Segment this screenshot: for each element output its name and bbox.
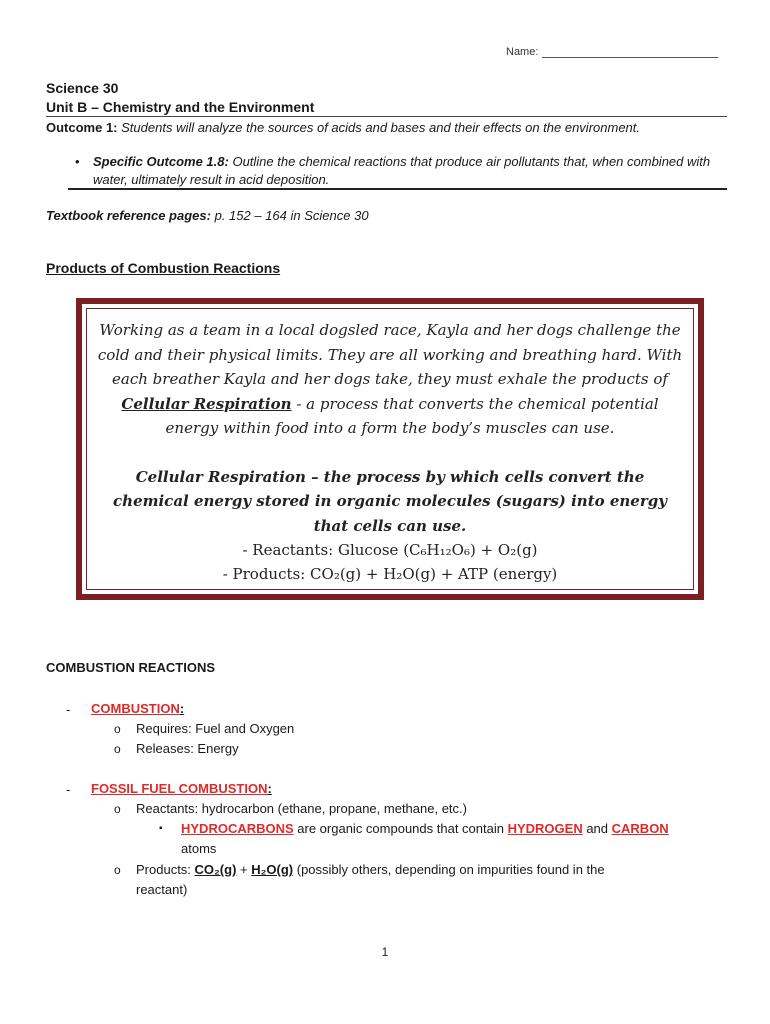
scenario-text: Working as a team in a local dogsled race, Kayla and her dogs challenge the cold and their physical limits. They are all working and breathing hard. With each breather Kayla and her dogs take, they must exhale the products of: [97, 321, 683, 388]
reactants-line: - Reactants: Glucose (C₆H₁₂O₆) + O₂(g): [242, 541, 538, 559]
products-rest-line2: reactant): [136, 882, 188, 897]
fossil-fuel-term: FOSSIL FUEL COMBUSTION: [91, 781, 268, 796]
h2o-term: H₂O(g): [251, 862, 294, 877]
hc-mid-text: are organic compounds that contain: [293, 821, 508, 836]
page-number: 1: [381, 945, 389, 959]
outcome-label: Outcome 1:: [46, 120, 118, 135]
products-rest: (possibly others, depending on impurities found in the: [293, 862, 605, 877]
circle-bullet: o: [114, 742, 121, 756]
info-box: [76, 298, 704, 600]
section-title: Products of Combustion Reactions: [46, 260, 281, 276]
scenario-text-after: - a process that converts the chemical potential energy within food into a form the body’s muscles can use.: [165, 394, 659, 437]
dash-marker: -: [66, 782, 71, 797]
cellular-respiration-term: Cellular Respiration: [121, 394, 292, 413]
products-label: Products:: [136, 862, 195, 877]
square-bullet-icon: ▪: [159, 823, 163, 834]
divider-top: [46, 116, 727, 117]
hydrocarbon-definition: [181, 819, 669, 839]
textbook-reference: [46, 208, 369, 223]
course-title: Science 30: [46, 80, 119, 96]
plus-sign: +: [236, 862, 252, 877]
hydrocarbons-term: HYDROCARBONS: [181, 821, 294, 836]
bullet-icon: •: [75, 154, 80, 169]
reactants-hydrocarbon-line: Reactants: hydrocarbon (ethane, propane, methane, etc.): [136, 801, 467, 816]
circle-bullet: o: [114, 722, 121, 736]
specific-outcome: [75, 153, 725, 189]
requires-line: Requires: Fuel and Oxygen: [136, 721, 295, 736]
combustion-term-line: [91, 699, 184, 719]
outcome-text: Students will analyze the sources of acids and bases and their effects on the environment.: [121, 120, 640, 135]
circle-bullet: o: [114, 802, 121, 816]
specific-label: Specific Outcome 1.8:: [93, 154, 229, 169]
textbook-label: Textbook reference pages:: [46, 208, 211, 223]
circle-bullet: o: [114, 863, 121, 877]
unit-title: Unit B – Chemistry and the Environment: [46, 99, 315, 115]
combustion-term: COMBUSTION: [91, 701, 180, 716]
textbook-text: p. 152 – 164 in Science 30: [214, 208, 369, 223]
products-line: - Products: CO₂(g) + H₂O(g) + ATP (energy): [222, 565, 558, 583]
divider-bottom: [68, 188, 727, 190]
outcome: [46, 119, 706, 137]
co2-term: CO₂(g): [194, 862, 237, 877]
name-field[interactable]: [506, 46, 718, 58]
combustion-heading: COMBUSTION REACTIONS: [46, 660, 215, 675]
hc-end-text: atoms: [181, 841, 217, 856]
products-combustion-line: [136, 860, 605, 880]
fossil-fuel-term-line: [91, 779, 272, 799]
scenario-paragraph: [96, 318, 684, 441]
name-blank[interactable]: [542, 46, 718, 58]
releases-line: Releases: Energy: [136, 741, 239, 756]
carbon-term: CARBON: [611, 821, 669, 836]
name-label: Name:: [506, 46, 539, 58]
hc-and-text: and: [582, 821, 612, 836]
combustion-colon: :: [179, 701, 185, 716]
specific-text: Outline the chemical reactions that produce air pollutants that, when combined with water, ultimately result in acid deposition.: [93, 154, 711, 187]
hydrogen-term: HYDROGEN: [507, 821, 583, 836]
definition: Cellular Respiration – the process by which cells convert the chemical energy stored in organic molecules (sugars) into energy that cells can use.: [113, 467, 667, 535]
fossil-fuel-colon: :: [267, 781, 272, 796]
dash-marker: -: [66, 702, 71, 717]
